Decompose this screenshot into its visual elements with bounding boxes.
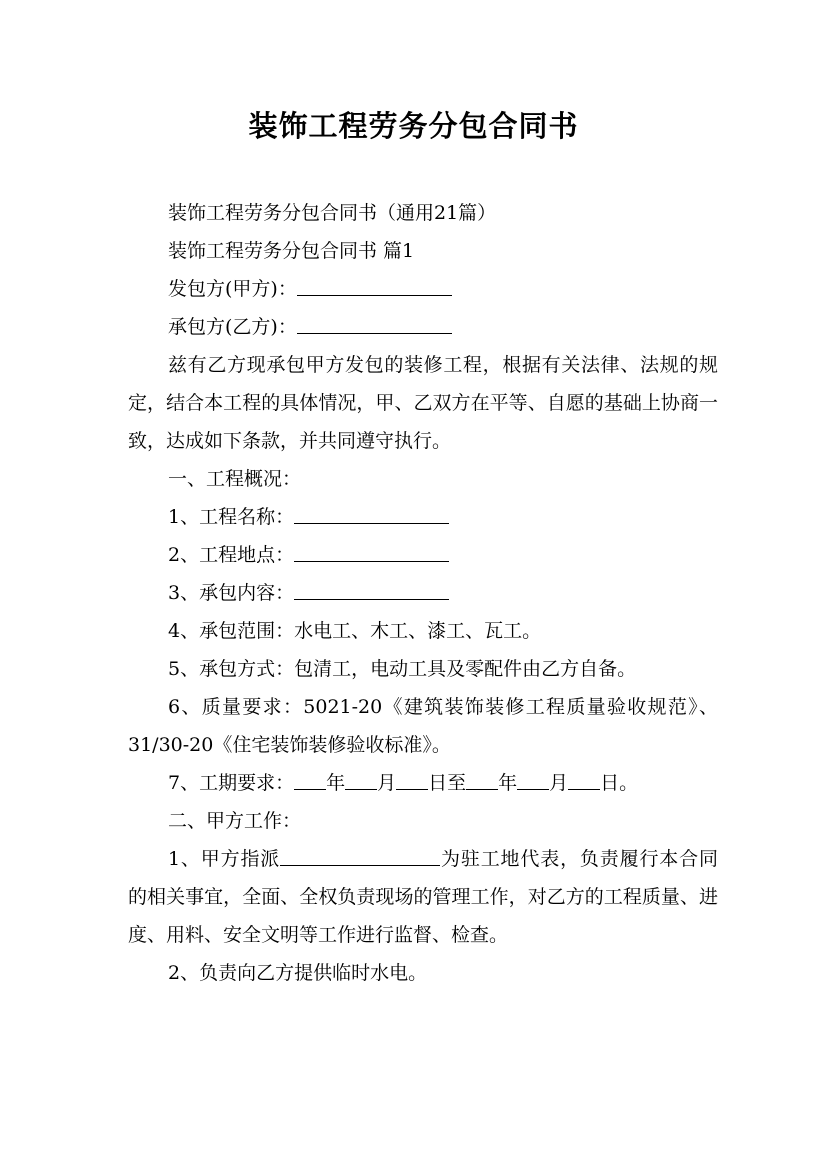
paragraph-subtitle: 装饰工程劳务分包合同书（通用21篇） bbox=[168, 202, 497, 224]
document-title: 装饰工程劳务分包合同书 bbox=[248, 109, 579, 143]
schedule-label: 7、工期要求： bbox=[168, 772, 295, 794]
paragraph-contract-content bbox=[128, 574, 718, 612]
paragraph-party-a-representative bbox=[128, 840, 718, 954]
paragraph-project-location bbox=[128, 536, 718, 574]
project-location-label: 2、工程地点： bbox=[168, 544, 295, 566]
paragraph-preamble: 兹有乙方现承包甲方发包的装修工程，根据有关法律、法规的规定，结合本工程的具体情况，甲、乙双方在平等、自愿的基础上协商一致，达成如下条款，并共同遵守执行。 bbox=[128, 354, 718, 452]
year-text: 年 bbox=[326, 772, 346, 794]
party-a-label: 发包方(甲方)： bbox=[168, 278, 297, 300]
party-a-blank bbox=[297, 276, 452, 296]
end-month-blank bbox=[517, 770, 549, 790]
paragraph-heading-overview: 一、工程概况： bbox=[168, 468, 302, 490]
party-b-blank bbox=[297, 314, 452, 334]
paragraph-water-power: 2、负责向乙方提供临时水电。 bbox=[168, 962, 428, 984]
end-year-blank bbox=[466, 770, 498, 790]
representative-suffix: 为驻工地代表，负责履行本合同的相关事宜，全面、全权负责现场的管理工作，对乙方的工程质量、进度、用料、安全文明等工作进行监督、检查。 bbox=[128, 848, 718, 946]
end-day-blank bbox=[568, 770, 600, 790]
year-text-2: 年 bbox=[498, 772, 518, 794]
document-body bbox=[128, 194, 718, 992]
month-text-2: 月 bbox=[549, 772, 569, 794]
contract-content-label: 3、承包内容： bbox=[168, 582, 295, 604]
start-day-blank bbox=[396, 770, 428, 790]
project-name-blank bbox=[294, 504, 449, 524]
paragraph-party-b bbox=[128, 308, 718, 346]
party-b-label: 承包方(乙方)： bbox=[168, 316, 297, 338]
paragraph-quality-requirement: 6、质量要求：5021-20《建筑装饰装修工程质量验收规范》、31/30-20《住宅装饰装修验收标准》。 bbox=[128, 696, 718, 756]
start-year-blank bbox=[294, 770, 326, 790]
paragraph-heading-party-a-work: 二、甲方工作： bbox=[168, 810, 302, 832]
day-to-text: 日至 bbox=[428, 772, 467, 794]
paragraph-project-name bbox=[128, 498, 718, 536]
project-location-blank bbox=[294, 542, 449, 562]
paragraph-contract-scope: 4、承包范围：水电工、木工、漆工、瓦工。 bbox=[168, 620, 542, 642]
day-text-2: 日。 bbox=[600, 772, 639, 794]
month-text: 月 bbox=[377, 772, 397, 794]
start-month-blank bbox=[345, 770, 377, 790]
paragraph-contract-method: 5、承包方式：包清工，电动工具及零配件由乙方自备。 bbox=[168, 658, 637, 680]
paragraph-party-a bbox=[128, 270, 718, 308]
project-name-label: 1、工程名称： bbox=[168, 506, 295, 528]
paragraph-section-title: 装饰工程劳务分包合同书 篇1 bbox=[168, 240, 415, 262]
paragraph-schedule bbox=[128, 764, 718, 802]
representative-blank bbox=[280, 846, 440, 866]
contract-content-blank bbox=[294, 580, 449, 600]
representative-prefix: 1、甲方指派 bbox=[168, 848, 281, 870]
